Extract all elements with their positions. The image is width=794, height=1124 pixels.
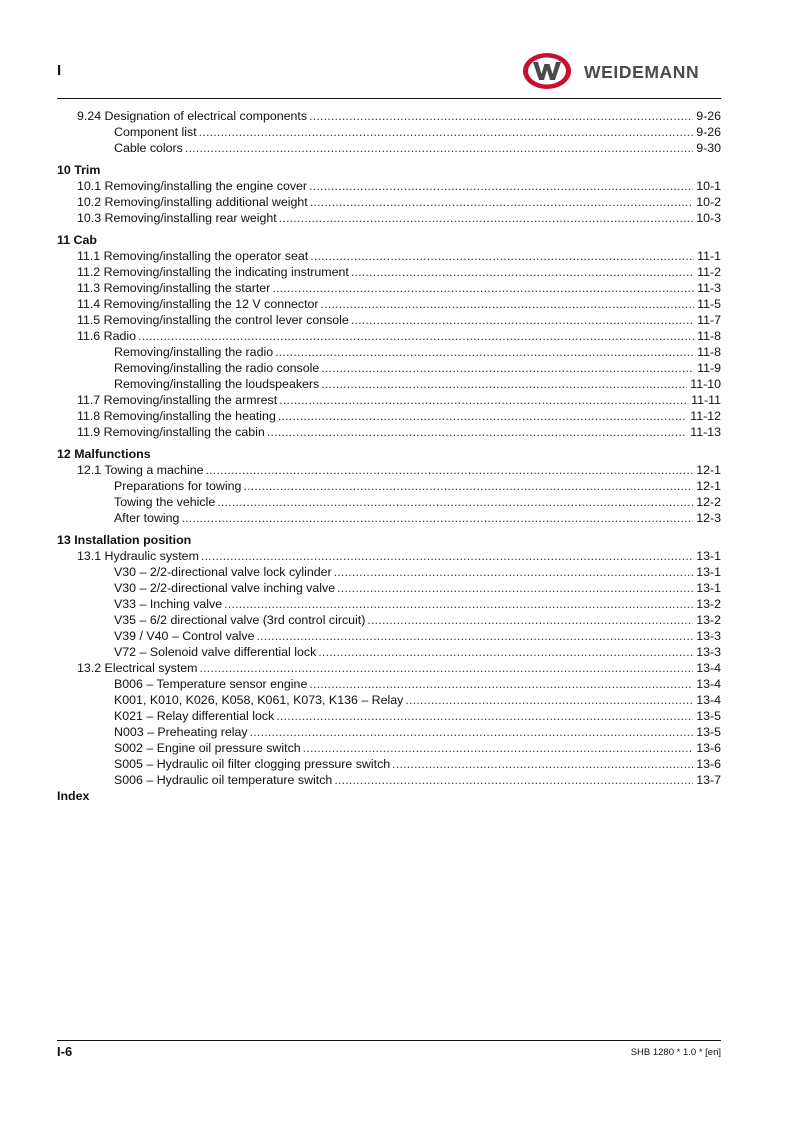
toc-entry-page: 10-3 [696,211,721,225]
dot-leader [334,772,693,788]
toc-entry-page: 13-6 [696,757,721,771]
toc-entry-title: Towing the vehicle [114,495,216,509]
toc-entry-page: 13-3 [696,645,721,659]
toc-entry-title: V39 / V40 – Control valve [114,629,255,643]
toc-entry-title: After towing [114,511,180,525]
toc-subsection-entry[interactable] [57,344,721,360]
toc-entry-title: S002 – Engine oil pressure switch [114,741,301,755]
toc-section-entry[interactable] [57,548,721,564]
toc-section-entry[interactable] [57,392,721,408]
toc-entry-page: 10-1 [696,179,721,193]
toc-subsection-entry[interactable] [57,376,721,392]
toc-entry-title: Component list [114,125,197,139]
toc-subsection-entry[interactable] [57,478,721,494]
dot-leader [351,312,694,328]
toc-entry-page: 11-1 [697,249,721,263]
dot-leader [309,178,693,194]
page-number: I-6 [57,1044,73,1059]
toc-entry-page: 11-3 [697,281,721,295]
dot-leader [276,708,693,724]
toc-subsection-entry[interactable] [57,596,721,612]
dot-leader [321,360,694,376]
toc-section-entry[interactable] [57,296,721,312]
toc-subsection-entry[interactable] [57,692,721,708]
dot-leader [138,328,694,344]
toc-entry-title: S006 – Hydraulic oil temperature switch [114,773,333,787]
toc-section-entry[interactable] [57,424,721,440]
toc-subsection-entry[interactable] [57,772,721,788]
toc-entry-page: 11-10 [690,377,721,391]
toc-entry-title: Removing/installing the radio console [114,361,320,375]
toc-entry-page: 11-12 [690,409,721,423]
toc-entry-title: 12.1 Towing a machine [77,463,204,477]
dot-leader [303,740,694,756]
toc-entry-title: 11.3 Removing/installing the starter [77,281,271,295]
toc-entry-title: 11.2 Removing/installing the indicating instrument [77,265,349,279]
dot-leader [309,676,693,692]
toc-entry-page: 12-3 [696,511,721,525]
toc-subsection-entry[interactable] [57,124,721,140]
toc-entry-title: 10.2 Removing/installing additional weight [77,195,308,209]
toc-section-entry[interactable] [57,312,721,328]
toc-section-entry[interactable] [57,328,721,344]
toc-entry-title: 11.6 Radio [77,329,137,343]
toc-entry-title: 11.5 Removing/installing the control lever console [77,313,349,327]
dot-leader [267,424,687,440]
toc-entry-page: 9-30 [696,141,721,155]
toc-subsection-entry[interactable] [57,564,721,580]
toc-subsection-entry[interactable] [57,140,721,156]
toc-entry-title: 11.4 Removing/installing the 12 V connector [77,297,319,311]
toc-entry-page: 11-11 [691,393,721,407]
toc-entry-title: V35 – 6/2 directional valve (3rd control circuit) [114,613,366,627]
toc-entry-title: V30 – 2/2-directional valve lock cylinder [114,565,332,579]
dot-leader [337,580,693,596]
toc-subsection-entry[interactable] [57,612,721,628]
toc-subsection-entry[interactable] [57,756,721,772]
toc-entry-page: 11-2 [697,265,721,279]
dot-leader [199,124,694,140]
toc-entry-title: V33 – Inching valve [114,597,223,611]
dot-leader [206,462,694,478]
dot-leader [250,724,694,740]
toc-entry-title: V72 – Solenoid valve differential lock [114,645,317,659]
dot-leader [279,392,688,408]
toc-subsection-entry[interactable] [57,510,721,526]
toc-subsection-entry[interactable] [57,494,721,510]
toc-entry-page: 13-5 [696,725,721,739]
toc-entry-title: V30 – 2/2-directional valve inching valve [114,581,336,595]
toc-subsection-entry[interactable] [57,724,721,740]
toc-entry-title: Preparations for towing [114,479,242,493]
toc-entry-title: 13.1 Hydraulic system [77,549,199,563]
dot-leader [334,564,694,580]
toc-section-entry[interactable] [57,264,721,280]
toc-entry-page: 11-13 [690,425,721,439]
toc-entry-page: 11-8 [697,345,721,359]
header-divider [57,98,721,99]
toc-entry-page: 13-2 [696,597,721,611]
toc-entry-page: 13-4 [696,661,721,675]
toc-entry-title: N003 – Preheating relay [114,725,248,739]
document-reference: SHB 1280 * 1.0 * [en] [630,1047,721,1058]
toc-entry-page: 13-2 [696,613,721,627]
toc-entry-page: 9-26 [696,125,721,139]
toc-section-entry[interactable] [57,178,721,194]
toc-entry-page: 12-1 [696,463,721,477]
toc-section-entry[interactable] [57,194,721,210]
toc-subsection-entry[interactable] [57,644,721,660]
dot-leader [257,628,694,644]
toc-entry-page: 13-1 [696,581,721,595]
dot-leader [318,644,693,660]
toc-entry-page: 13-1 [696,549,721,563]
dot-leader [351,264,694,280]
dot-leader [201,548,693,564]
toc-entry-page: 13-5 [696,709,721,723]
toc-section-entry[interactable] [57,108,721,124]
toc-chapter-heading: 11 Cab [57,233,97,247]
toc-subsection-entry[interactable] [57,740,721,756]
toc-entry-title: B006 – Temperature sensor engine [114,677,308,691]
toc-entry-page: 11-5 [697,297,721,311]
toc-subsection-entry[interactable] [57,628,721,644]
dot-leader [224,596,693,612]
toc-section-entry[interactable] [57,660,721,676]
toc-entry-title: S005 – Hydraulic oil filter clogging pressure switch [114,757,391,771]
dot-leader [275,344,694,360]
toc-entry-title: 11.1 Removing/installing the operator seat [77,249,309,263]
toc-subsection-entry[interactable] [57,580,721,596]
toc-entry-page: 11-7 [697,313,721,327]
dot-leader [367,612,693,628]
dot-leader [405,692,693,708]
dot-leader [321,376,687,392]
toc-chapter-heading: 10 Trim [57,163,101,177]
brand-name: WEIDEMANN [584,62,700,82]
dot-leader [278,408,687,424]
toc-entry-title: 10.1 Removing/installing the engine cover [77,179,308,193]
toc-entry-title: 9.24 Designation of electrical components [77,109,308,123]
toc-index-heading: Index [57,789,90,803]
toc-entry-title: K021 – Relay differential lock [114,709,275,723]
toc-entry-title: 11.8 Removing/installing the heating [77,409,276,423]
dot-leader [217,494,693,510]
toc-entry-page: 12-1 [696,479,721,493]
toc-subsection-entry[interactable] [57,360,721,376]
dot-leader [279,210,693,226]
dot-leader [392,756,693,772]
toc-subsection-entry[interactable] [57,708,721,724]
toc-entry-page: 13-1 [696,565,721,579]
section-mark: I [57,62,62,79]
toc-entry-title: Removing/installing the radio [114,345,274,359]
toc-entry-title: Cable colors [114,141,183,155]
toc-entry-title: Removing/installing the loudspeakers [114,377,320,391]
toc-entry-page: 11-8 [697,329,721,343]
dot-leader [309,108,693,124]
toc-section-entry[interactable] [57,210,721,226]
dot-leader [310,194,693,210]
dot-leader [310,248,694,264]
toc-entry-page: 13-3 [696,629,721,643]
dot-leader [200,660,694,676]
toc-entry-page: 10-2 [696,195,721,209]
toc-entry-title: 13.2 Electrical system [77,661,198,675]
dot-leader [181,510,693,526]
footer-divider [57,1040,721,1041]
toc-section-entry[interactable] [57,408,721,424]
dot-leader [185,140,693,156]
toc-entry-title: 10.3 Removing/installing rear weight [77,211,277,225]
toc-subsection-entry[interactable] [57,676,721,692]
toc-entry-page: 13-6 [696,741,721,755]
toc-entry-page: 12-2 [696,495,721,509]
toc-entry-page: 13-7 [696,773,721,787]
dot-leader [272,280,694,296]
toc-entry-page: 13-4 [696,693,721,707]
dot-leader [243,478,693,494]
toc-section-entry[interactable] [57,248,721,264]
toc-chapter-heading: 13 Installation position [57,533,192,547]
weidemann-logo-icon [521,51,577,91]
toc-entry-title: K001, K010, K026, K058, K061, K073, K136 – Relay [114,693,404,707]
toc-entry-page: 13-4 [696,677,721,691]
toc-entry-page: 11-9 [697,361,721,375]
table-of-contents [57,108,721,804]
toc-entry-title: 11.9 Removing/installing the cabin [77,425,265,439]
toc-section-entry[interactable] [57,462,721,478]
brand-logo [521,51,721,91]
toc-entry-title: 11.7 Removing/installing the armrest [77,393,278,407]
toc-section-entry[interactable] [57,280,721,296]
dot-leader [321,296,695,312]
toc-entry-page: 9-26 [696,109,721,123]
toc-chapter-heading: 12 Malfunctions [57,447,151,461]
